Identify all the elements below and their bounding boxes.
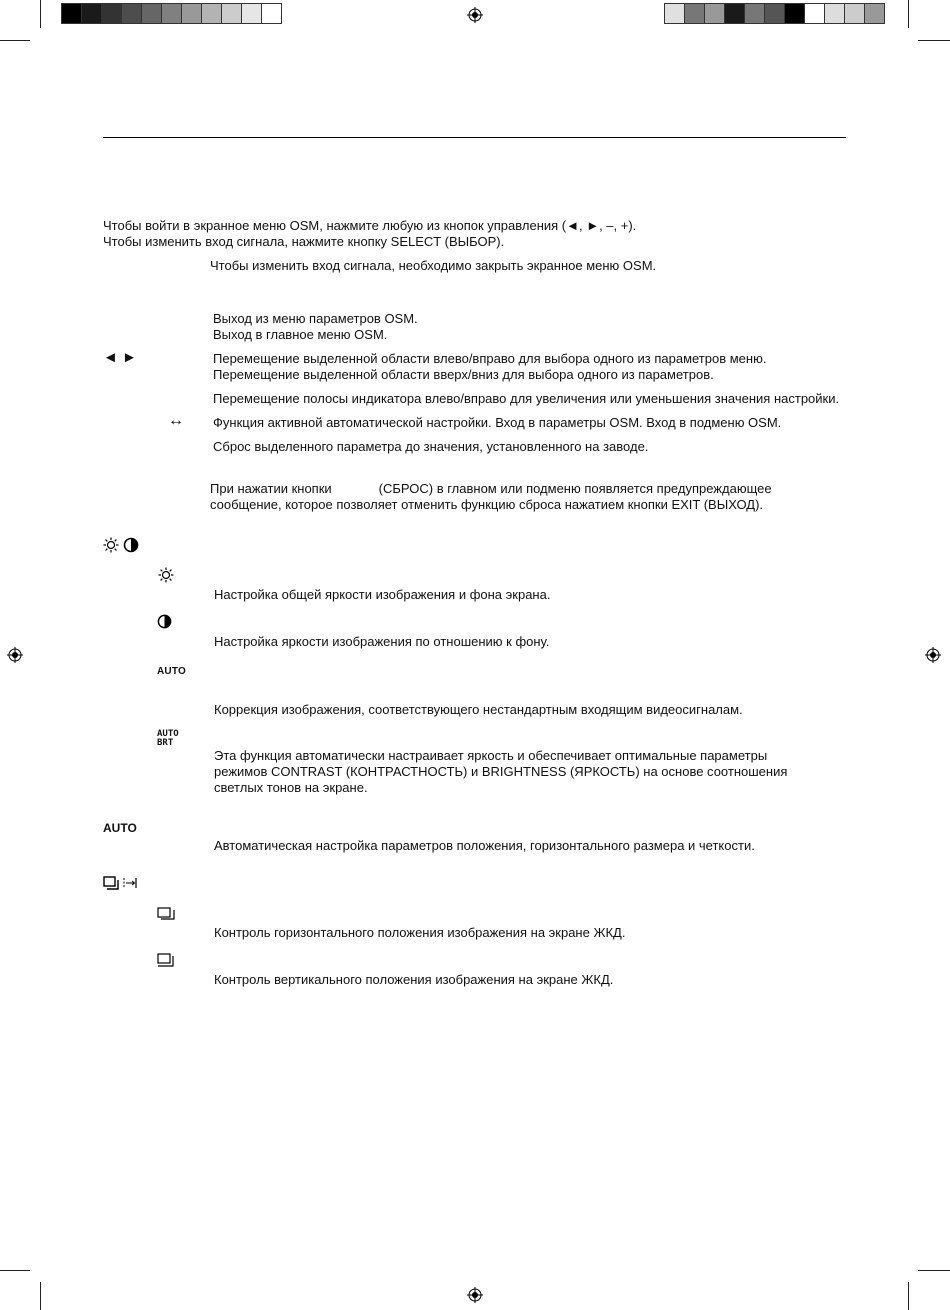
reset-desc: Сброс выделенного параметра до значения, установленного на заводе. bbox=[213, 439, 649, 454]
arrows-desc-1: Перемещение выделенной области влево/вправо для выбора одного из параметров меню. bbox=[213, 351, 767, 366]
select-desc: Функция активной автоматической настройки. Вход в параметры OSM. Вход в подменю OSM. bbox=[213, 415, 782, 430]
left-right-arrows-icon: ◄ ► bbox=[103, 349, 137, 366]
position-icon bbox=[103, 876, 119, 890]
exit-desc-2: Выход в главное меню OSM. bbox=[213, 327, 388, 342]
intro-line-1: Чтобы войти в экранное меню OSM, нажмите любую из кнопок управления (◄, ►, –, +). bbox=[103, 218, 637, 233]
crop-mark bbox=[918, 40, 950, 41]
auto-brightness-desc-1: Эта функция автоматически настраивает яркость и обеспечивает оптимальные параметры bbox=[214, 748, 768, 763]
registration-mark-icon bbox=[7, 647, 23, 663]
brightness-icon bbox=[103, 537, 119, 553]
auto-brightness-desc-3: светлых тонов на экране. bbox=[214, 780, 368, 795]
exit-desc-1: Выход из меню параметров OSM. bbox=[213, 311, 418, 326]
v-position-desc: Контроль вертикального положения изображения на экране ЖКД. bbox=[214, 972, 614, 987]
registration-mark-icon bbox=[467, 1287, 483, 1303]
reset-note-1: При нажатии кнопки (СБРОС) в главном или подменю появляется предупреждающее bbox=[210, 481, 772, 496]
auto-brightness-top: AUTO bbox=[157, 729, 179, 739]
h-position-icon bbox=[157, 906, 175, 920]
registration-mark-icon bbox=[467, 7, 483, 23]
intro-line-2: Чтобы изменить вход сигнала, нажмите кнопку SELECT (ВЫБОР). bbox=[103, 234, 505, 249]
auto-label: AUTO bbox=[157, 666, 186, 677]
brightness-icon bbox=[158, 567, 174, 583]
crop-mark bbox=[918, 1270, 950, 1271]
crop-mark bbox=[908, 0, 909, 28]
auto-adjust-desc: Автоматическая настройка параметров положения, горизонтального размера и четкости. bbox=[214, 838, 755, 853]
brightness-desc: Настройка общей яркости изображения и фона экрана. bbox=[214, 587, 551, 602]
v-position-icon bbox=[157, 953, 175, 968]
reset-note-2: сообщение, которое позволяет отменить функцию сброса нажатием кнопки EXIT (ВЫХОД). bbox=[210, 497, 764, 512]
auto-brightness-bottom: BRT bbox=[157, 738, 174, 748]
header-rule bbox=[103, 137, 846, 138]
crop-mark bbox=[0, 40, 30, 41]
auto-adjust-label: AUTO bbox=[103, 821, 137, 835]
contrast-icon bbox=[123, 537, 139, 553]
intro-note: Чтобы изменить вход сигнала, необходимо закрыть экранное меню OSM. bbox=[210, 258, 657, 273]
contrast-icon bbox=[157, 614, 172, 629]
crop-mark bbox=[0, 1270, 30, 1271]
color-strip-right bbox=[664, 3, 885, 24]
crop-mark bbox=[40, 0, 41, 28]
arrows-desc-2: Перемещение выделенной области вверх/вниз для выбора одного из параметров. bbox=[213, 367, 714, 382]
minus-plus-desc: Перемещение полосы индикатора влево/вправо для увеличения или уменьшения значения настройки. bbox=[213, 391, 840, 406]
auto-contrast-desc: Коррекция изображения, соответствующего нестандартным входящим видеосигналам. bbox=[214, 702, 743, 717]
auto-brightness-icon bbox=[157, 730, 179, 748]
h-position-desc: Контроль горизонтального положения изображения на экране ЖКД. bbox=[214, 925, 626, 940]
color-strip-left bbox=[61, 3, 282, 24]
registration-mark-icon bbox=[925, 647, 941, 663]
select-arrow-icon: ↔ bbox=[168, 412, 184, 429]
crop-mark bbox=[908, 1282, 909, 1310]
crop-mark bbox=[40, 1282, 41, 1310]
auto-brightness-desc-2: режимов CONTRAST (КОНТРАСТНОСТЬ) и BRIGHTNESS (ЯРКОСТЬ) на основе соотношения bbox=[214, 764, 788, 779]
contrast-desc: Настройка яркости изображения по отношению к фону. bbox=[214, 634, 550, 649]
h-size-icon bbox=[123, 876, 137, 890]
